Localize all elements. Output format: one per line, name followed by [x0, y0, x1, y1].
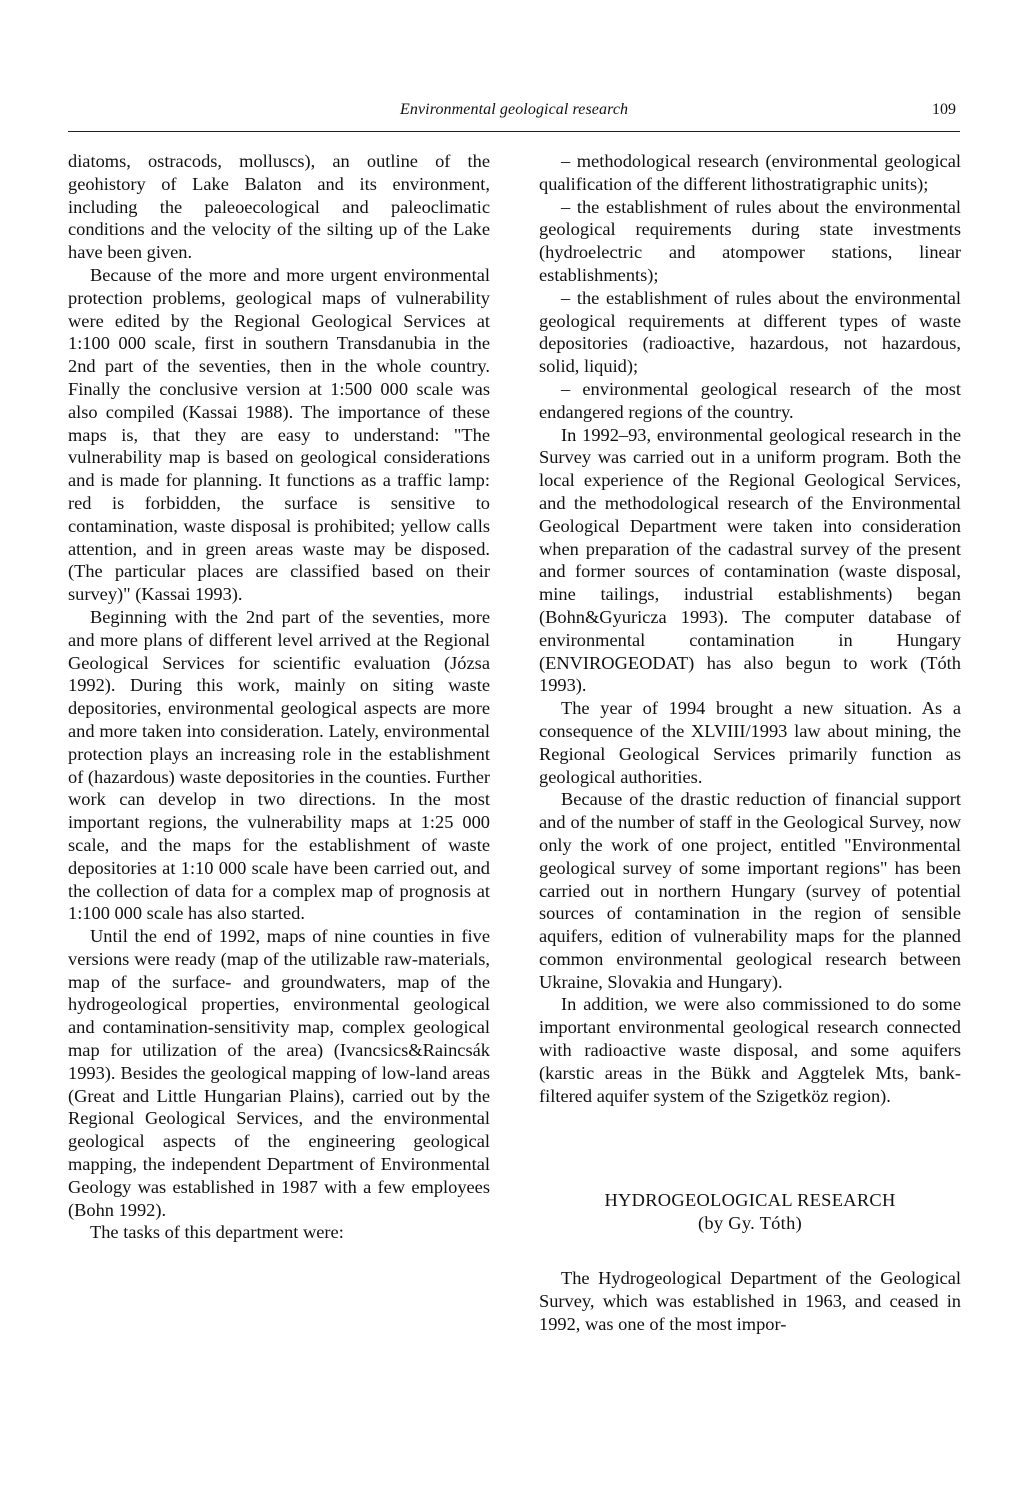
paragraph: diatoms, ostracods, molluscs), an outline of the geohistory of Lake Balaton and its environment, including the paleoecological and paleoclimatic conditions and the velocity of the silting up of the Lake have been given. — [68, 151, 490, 263]
list-item: – the establishment of rules about the environmental geological requirements during state investments (hydroelectric and atompower stations, linear establishments); — [539, 196, 961, 285]
list-item: – methodological research (environmental geological qualification of the different lithostratigraphic units); — [539, 151, 961, 194]
paragraph: In addition, we were also commissioned to do some important environmental geological research connected with radioactive waste disposal, and some aquifers (karstic areas in the Bükk and Aggtelek Mts, bank-filtered aquifer system of the Szigetköz region). — [539, 994, 961, 1106]
page-number: 109 — [932, 101, 956, 118]
paragraph: Beginning with the 2nd part of the seventies, more and more plans of different level arrived at the Regional Geological Services for scientific evaluation (Józsa 1992). During this work, mainly on siting waste depositories, environmental geological aspects are more and more taken into consideration. Lately, environmental protection plays an increasing role in the establishment of (hazardous) waste depositories in the counties. Further work can develop in two directions. In the most important regions, the vulnerability maps at 1:25 000 scale, and the maps for the establishment of waste depositories at 1:10 000 scale have been carried out, and the collection of data for a complex map of prognosis at 1:100 000 scale has also started. — [68, 606, 490, 924]
paragraph: The year of 1994 brought a new situation. As a consequence of the XLVIII/1993 law about mining, the Regional Geological Services primarily function as geological authorities. — [539, 698, 961, 787]
section-byline: (by Gy. Tóth) — [697, 1213, 802, 1234]
header-rule — [68, 131, 960, 132]
left-column — [68, 150, 490, 1244]
section-heading — [539, 1189, 961, 1235]
paragraph: The Hydrogeological Department of the Geological Survey, which was established in 1963, and ceased in 1992, was one of the most impor- — [539, 1268, 961, 1335]
paragraph: In 1992–93, environmental geological research in the Survey was carried out in a uniform program. Both the local experience of the Regional Geological Services, and the methodological research of the Environmental Geological Department were taken into consideration when preparation of the cadastral survey of the present and former sources of contamination (waste disposal, mine tailings, industrial establishments) began (Bohn&Gyuricza 1993). The computer database of environmental contamination in Hungary (ENVIROGEODAT) has also begun to work (Tóth 1993). — [539, 424, 961, 696]
list-item: – environmental geological research of the most endangered regions of the country. — [539, 378, 961, 422]
paragraph: Until the end of 1992, maps of nine counties in five versions were ready (map of the utilizable raw-materials, map of the surface- and groundwaters, map of the hydrogeological properties, environmental geological and contamination-sensitivity map, complex geological map for utilization of the area) (Ivancsics&Raincsák 1993). Besides the geological mapping of low-land areas (Great and Little Hungarian Plains), carried out by the Regional Geological Services, and the environmental geological aspects of the engineering geological mapping, the independent Department of Environmental Geology was established in 1987 with a few employees (Bohn 1992). — [68, 926, 490, 1220]
section-title: HYDROGEOLOGICAL RESEARCH — [604, 1190, 896, 1211]
page-header — [68, 101, 960, 123]
paragraph: Because of the drastic reduction of financial support and of the number of staff in the Geological Survey, now only the work of one project, entitled "Environmental geological survey of some important regions" has been carried out in northern Hungary (survey of potential sources of contamination in the region of sensible aquifers, edition of vulnerability maps for the planned common environmental geological research between Ukraine, Slovakia and Hungary). — [539, 789, 961, 992]
paragraph: The tasks of this department were: — [90, 1222, 344, 1243]
right-column — [539, 150, 961, 1336]
running-title: Environmental geological research — [400, 101, 629, 118]
list-item: – the establishment of rules about the environmental geological requirements at different types of waste depositories (radioactive, hazardous, not hazardous, solid, liquid); — [539, 287, 961, 377]
paragraph: Because of the more and more urgent environmental protection problems, geological maps of vulnerability were edited by the Regional Geological Services at 1:100 000 scale, first in southern Transdanubia in the 2nd part of the seventies, then in the whole country. Finally the conclusive version at 1:500 000 scale was also compiled (Kassai 1988). The importance of these maps is, that they are easy to understand: "The vulnerability map is based on geological considerations and is made for planning. It functions as a traffic lamp: red is forbidden, the surface is sensitive to contamination, waste disposal is prohibited; yellow calls attention, and in green areas waste may be disposed. (The particular places are classified based on their survey)" (Kassai 1993). — [68, 264, 490, 605]
